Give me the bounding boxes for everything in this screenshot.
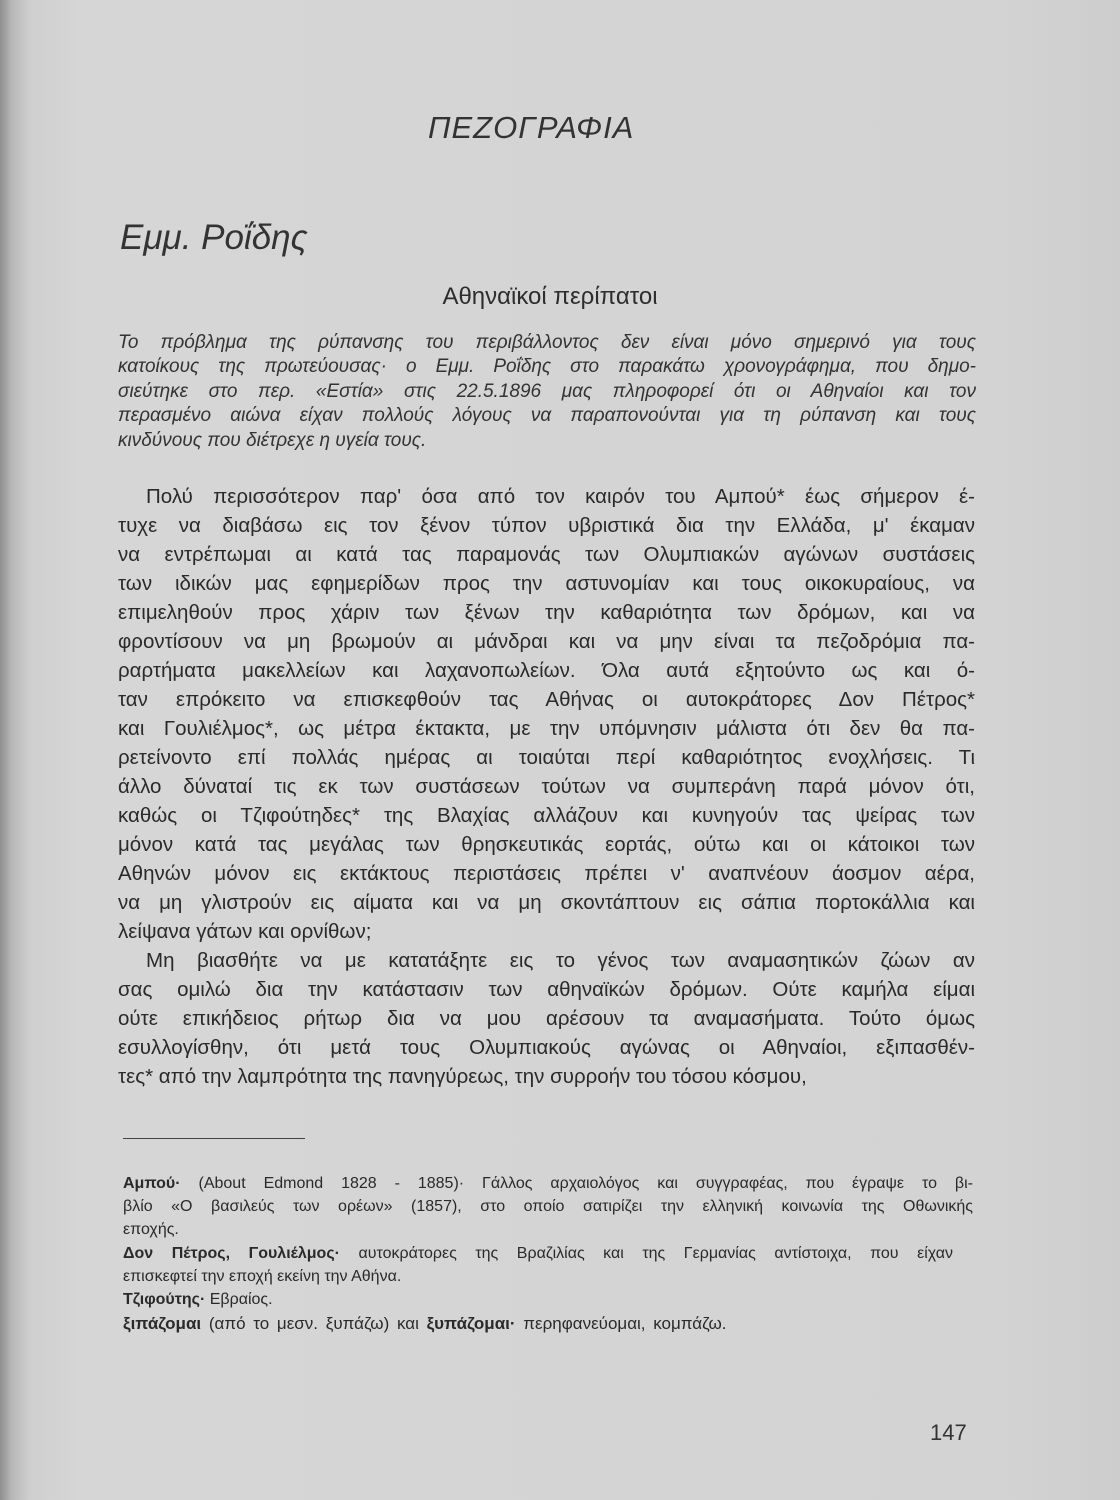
body-line: και Γουλιέλμος*, ως μέτρα έκτακτα, με την υπόμνησιν μάλιστα ότι δεν θα πα- (118, 717, 975, 740)
body-line: τες* από την λαμπρότητα της πανηγύρεως, την συρροήν του τόσου κόσμου, (118, 1065, 807, 1088)
body-line: φροντίσουν να μη βρωμούν αι μάνδραι και να μην είναι τα πεζοδρόμια πα- (118, 630, 975, 653)
body-line: λείψανα γάτων και ορνίθων; (118, 920, 372, 943)
footnote-text: (από το μεσν. ξυπάζω) και (208, 1314, 419, 1333)
footnote-line (123, 1172, 973, 1195)
intro-line: περασμένο αιώνα είχαν πολλούς λόγους να παραπονούνται για τη ρύπανση και τους (118, 405, 976, 426)
footnote-divider (123, 1138, 305, 1139)
body-line: ραρτήματα μακελλείων και λαχανοπωλείων. Όλα αυτά εξητούντο ως και ό- (118, 659, 975, 682)
footnote-term: Τζιφούτης· (123, 1291, 206, 1308)
body-line: Αθηνών μόνον εις εκτάκτους περιστάσεις πρέπει ν' αναπνέουν άοσμον αέρα, (118, 862, 975, 885)
footnote-text: περηφανεύομαι, κομπάζω. (523, 1314, 727, 1333)
body-line: Πολύ περισσότερον παρ' όσα από τον καιρόν του Αμπού* έως σήμερον έ- (146, 485, 975, 508)
footnote-line (123, 1312, 973, 1335)
body-line: άλλο δύναταί τις εκ των συστάσεων τούτων να συμπεράνη παρά μόνον ότι, (118, 775, 975, 798)
footnote-line: εποχής. (123, 1221, 179, 1238)
footnote-line (123, 1288, 973, 1311)
footnote-term: ξυπάζομαι· (426, 1314, 516, 1333)
body-line: καθώς οι Τζιφούτηδες* της Βλαχίας αλλάζουν και κυνηγούν τας ψείρας των (118, 804, 975, 827)
body-line: εσυλλογίσθην, ότι μετά τους Ολυμπιακούς αγώνας οι Αθηναίοι, εξιπασθέν- (118, 1036, 975, 1059)
footnote-text: Εβραίος. (209, 1291, 273, 1308)
body-line: να μη γλιστρούν εις αίματα και να μη σκοντάπτουν εις σάπια πορτοκάλλια και (118, 891, 975, 914)
body-line: ρετείνοντο επί πολλάς ημέρας αι τοιαύται περί καθαριότητος ενοχλήσεις. Τι (118, 746, 975, 769)
intro-line: Το πρόβλημα της ρύπανσης του περιβάλλοντος δεν είναι μόνο σημερινό για τους (118, 332, 976, 353)
body-line: τυχε να διαβάσω εις τον ξένον τύπον υβριστικά δια την Ελλάδα, μ' έκαμαν (118, 514, 975, 537)
article-title: Αθηναϊκοί περίπατοι (442, 283, 658, 310)
footnote-term: ξιπάζομαι (123, 1314, 202, 1333)
footnote-term: Αμπού· (123, 1175, 181, 1192)
author-name: Εμμ. Ροΐδης (120, 218, 308, 257)
body-line: επιμεληθούν προς χάριν των ξένων την καθαριότητα των δρόμων, και να (118, 601, 975, 624)
body-line: ούτε επικήδειος ρήτωρ δια να μου αρέσουν τα αναμασήματα. Τούτο όμως (118, 1007, 975, 1030)
footnote-term: Δον Πέτρος, Γουλιέλμος· (123, 1245, 340, 1262)
body-line: των ιδικών μας εφημερίδων προς την αστυνομίαν και τους οικοκυραίους, να (118, 572, 975, 595)
body-line: να εντρέπωμαι αι κατά τας παραμονάς των Ολυμπιακών αγώνων συστάσεις (118, 543, 975, 566)
intro-line: κινδύνους που διέτρεχε η υγεία τους. (118, 430, 427, 451)
body-line: μόνον κατά τας μεγάλας των θρησκευτικάς εορτάς, ούτω και οι κάτοικοι των (118, 833, 975, 856)
page-number: 147 (930, 1420, 967, 1445)
body-line: σας ομιλώ δια την κατάστασιν των αθηναϊκών δρόμων. Ούτε καμήλα είμαι (118, 978, 975, 1001)
body-line: ταν επρόκειτο να επισκεφθούν τας Αθήνας οι αυτοκράτορες Δον Πέτρος* (118, 688, 975, 711)
section-title: ΠΕΖΟΓΡΑΦΙΑ (428, 110, 635, 145)
footnote-text: (About Edmond 1828 - 1885)· Γάλλος αρχαιολόγος και συγγραφέας, που έγραψε το βι- (198, 1175, 973, 1192)
intro-line: κατοίκους της πρωτεύουσας· ο Εμμ. Ροΐδης στο παρακάτω χρονογράφημα, που δημο- (118, 356, 976, 377)
footnote-text: αυτοκράτορες της Βραζιλίας και της Γερμανίας αντίστοιχα, που είχαν (358, 1245, 954, 1262)
footnote-line: επισκεφτεί την εποχή εκείνη την Αθήνα. (123, 1268, 402, 1285)
intro-line: σιεύτηκε στο περ. «Εστία» στις 22.5.1896 μας πληροφορεί ότι οι Αθηναίοι και τον (118, 381, 976, 402)
footnote-line: βλίο «Ο βασιλεύς των ορέων» (1857), στο οποίο σατιρίζει την ελληνική κοινωνία της Οθωνικής (123, 1198, 973, 1215)
footnote-line (123, 1242, 953, 1265)
body-line: Μη βιασθήτε να με κατατάξητε εις το γένος των αναμασητικών ζώων αν (146, 949, 975, 972)
